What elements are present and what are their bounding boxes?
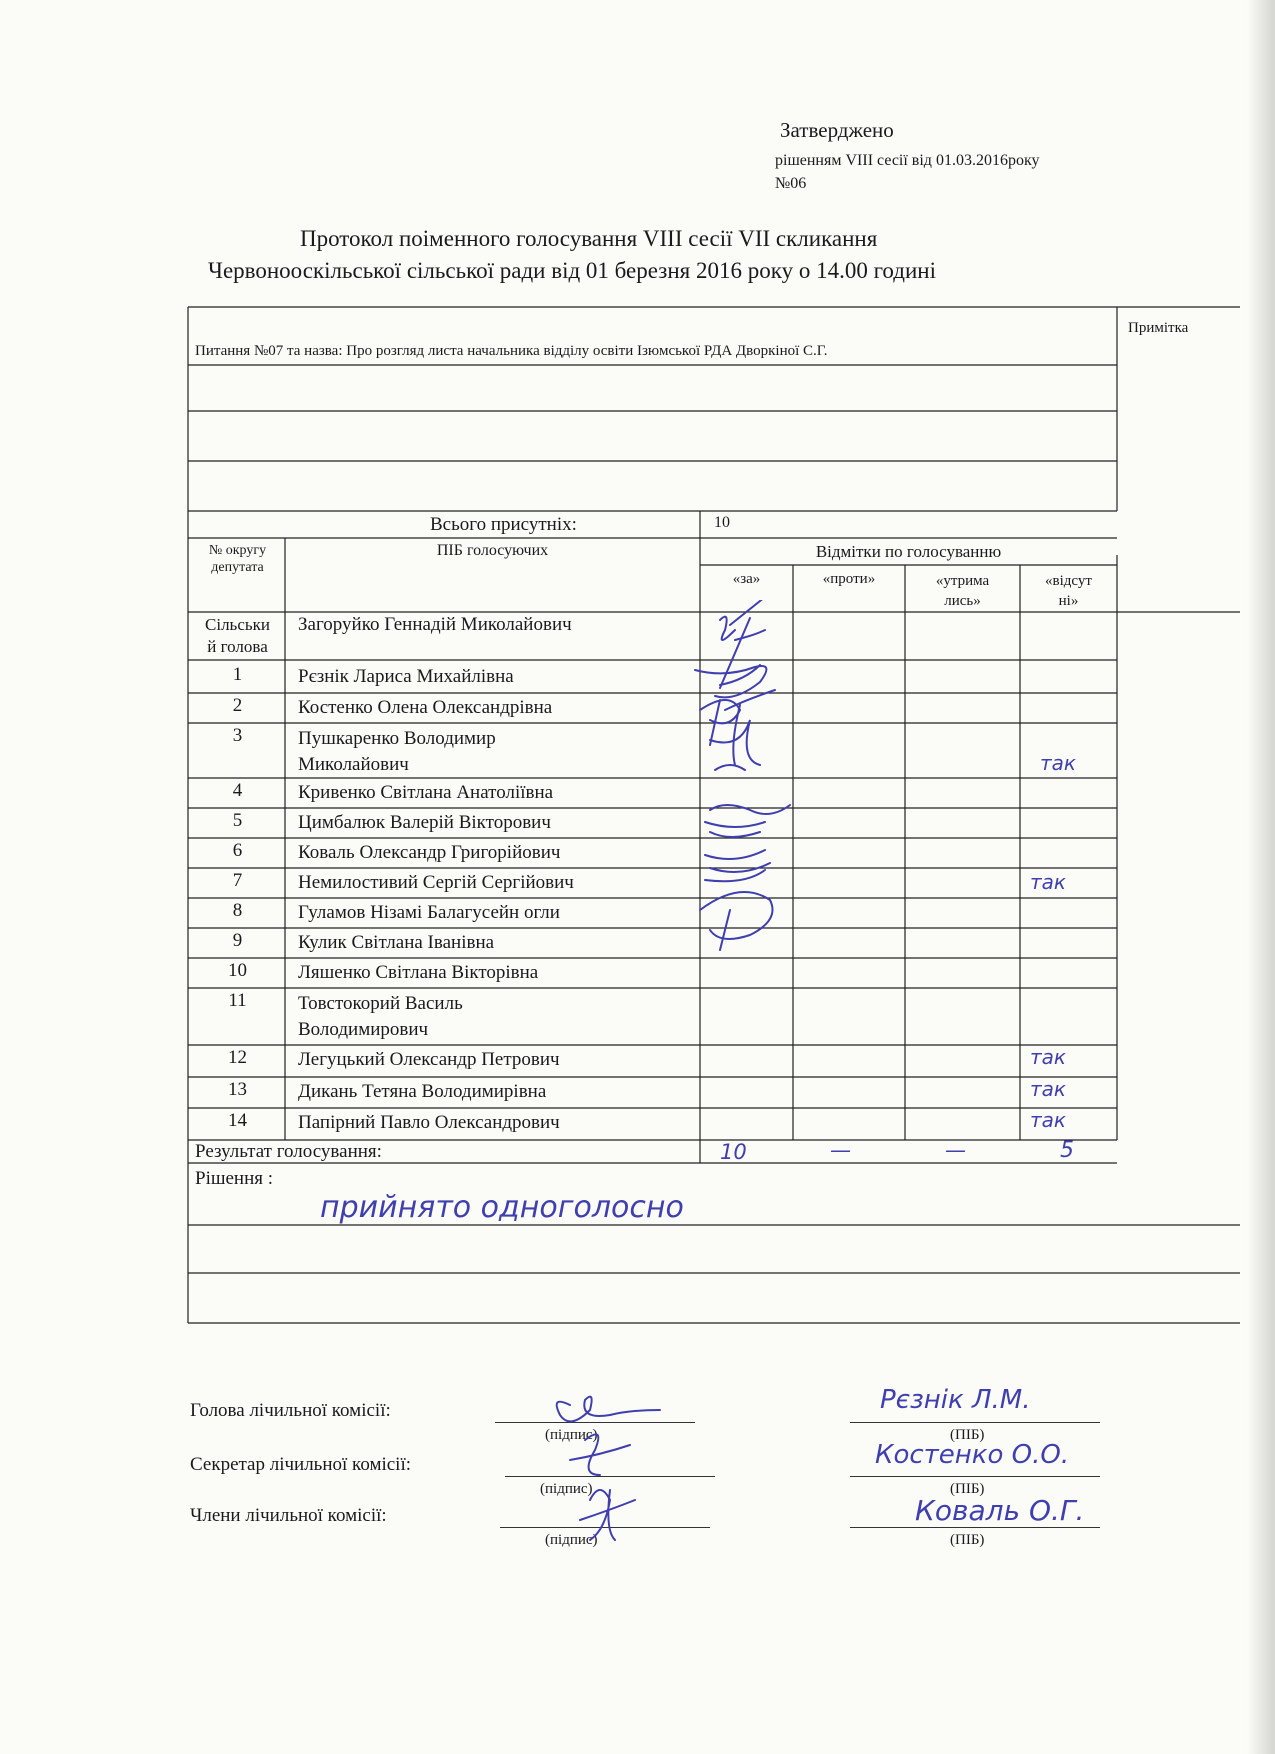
row-district: 6 (232, 840, 243, 861)
row-name: Пушкаренко Володимир Миколайович (298, 728, 496, 775)
secretary-name-line (850, 1476, 1100, 1477)
secretary-name-caption: (ПІБ) (950, 1481, 985, 1497)
column-header-absent: «відсут ні» (1045, 573, 1092, 609)
result-for: 10 (720, 1140, 747, 1164)
question-title: Питання №07 та назва: Про розгляд листа начальника відділу освіти Ізюмської РДА Дворкіної С.Г. (195, 343, 828, 359)
row-district: 7 (232, 870, 243, 891)
decision-text: прийнято одноголосно (320, 1190, 684, 1225)
row-district: 4 (232, 780, 243, 801)
decision-label: Рішення : (195, 1168, 274, 1189)
row-district: 1 (232, 664, 243, 685)
row-district: 13 (228, 1079, 247, 1100)
row-district: 10 (228, 960, 247, 981)
row-district: 12 (228, 1047, 247, 1068)
column-header-for: «за» (732, 571, 761, 587)
row-district: 9 (232, 930, 243, 951)
row-district: Сільськи й голова (205, 615, 270, 656)
commission-signatures (530, 1370, 730, 1550)
chair-signature-caption: (підпис) (545, 1427, 598, 1443)
members-name-caption: (ПІБ) (950, 1532, 985, 1548)
row-district: 2 (232, 695, 243, 716)
row-name: Гуламов Нізамі Балагусейн огли (298, 902, 560, 923)
row-district: 8 (232, 900, 243, 921)
members-name-line (850, 1527, 1100, 1528)
result-abstain: — (945, 1138, 966, 1162)
row-absent-mark: так (1030, 1045, 1066, 1069)
result-label: Результат голосування: (195, 1141, 382, 1162)
row-district: 5 (232, 810, 243, 831)
row-name: Рєзнік Лариса Михайлівна (298, 666, 514, 687)
row-name: Коваль Олександр Григорійович (298, 842, 561, 863)
document-title-line1: Протокол поіменного голосування VIII сесії VII скликання (300, 226, 878, 251)
result-against: — (830, 1138, 851, 1162)
column-header-abstain: «утрима лись» (935, 573, 990, 609)
note-column-header: Примітка (1128, 320, 1189, 336)
column-header-against: «проти» (822, 571, 876, 587)
document-title-line2: Червонооскільської сільської ради від 01 березня 2016 року о 14.00 годині (208, 258, 936, 283)
approval-line1: рішенням VIII сесії від 01.03.2016року (775, 152, 1040, 169)
members-signature-caption: (підпис) (545, 1532, 598, 1548)
row-name: Товстокорий Василь Володимирович (298, 993, 463, 1040)
approval-title: Затверджено (780, 118, 894, 142)
column-header-votes: Відмітки по голосуванню (815, 542, 1002, 561)
row-absent-mark: так (1030, 870, 1066, 894)
row-name: Легуцький Олександр Петрович (298, 1049, 560, 1070)
column-header-district: № округу депутата (208, 543, 267, 575)
row-name: Дикань Тетяна Володимирівна (298, 1081, 547, 1102)
secretary-name: Костенко О.О. (875, 1440, 1070, 1470)
chair-name: Рєзнік Л.М. (880, 1385, 1031, 1415)
row-name: Ляшенко Світлана Вікторівна (298, 962, 539, 983)
column-header-name: ПІБ голосуючих (436, 542, 549, 559)
chair-name-line (850, 1422, 1100, 1423)
row-district: 11 (228, 990, 247, 1011)
member-name: Коваль О.Г. (915, 1494, 1085, 1527)
row-name: Цимбалюк Валерій Вікторович (298, 812, 551, 833)
row-name: Загоруйко Геннадій Миколайович (298, 614, 572, 635)
row-district: 3 (232, 725, 243, 746)
row-district: 14 (228, 1110, 247, 1131)
chair-name-caption: (ПІБ) (950, 1427, 985, 1443)
row-name: Кулик Світлана Іванівна (298, 932, 495, 953)
present-label: Всього присутніх: (430, 514, 577, 535)
approval-line2: №06 (775, 175, 807, 192)
row-name: Немилостивий Сергій Сергійович (298, 872, 574, 893)
row-name: Папірний Павло Олександрович (298, 1112, 560, 1133)
row-name: Костенко Олена Олександрівна (298, 697, 553, 718)
row-absent-mark: так (1030, 1108, 1066, 1132)
vote-signatures (680, 600, 830, 1000)
row-absent-mark: так (1040, 751, 1076, 775)
members-label: Члени лічильної комісії: (190, 1505, 387, 1526)
row-absent-mark: так (1030, 1077, 1066, 1101)
secretary-signature-caption: (підпис) (540, 1481, 593, 1497)
result-absent: 5 (1060, 1138, 1074, 1163)
secretary-label: Секретар лічильної комісії: (190, 1454, 412, 1475)
row-name: Кривенко Світлана Анатоліївна (298, 782, 554, 803)
chair-label: Голова лічильної комісії: (190, 1400, 391, 1421)
present-value: 10 (714, 514, 730, 531)
